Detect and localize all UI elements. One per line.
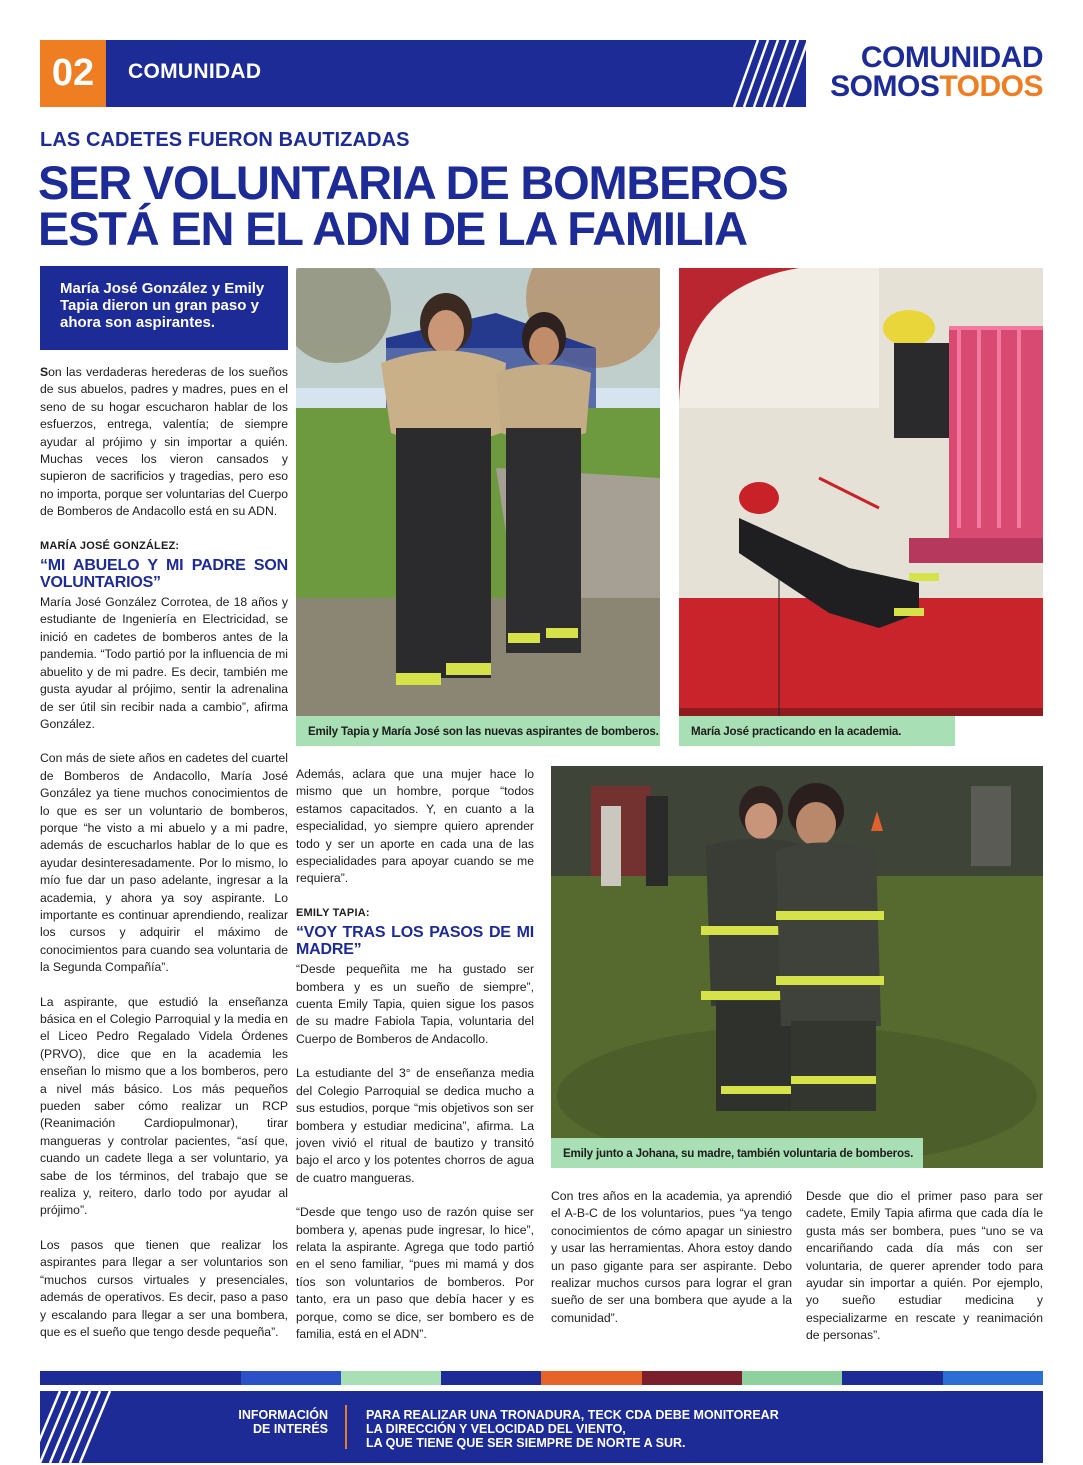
headline-line-1: SER VOLUNTARIA DE BOMBEROS: [38, 156, 788, 209]
paragraph-4: Los pasos que tienen que realizar los aspirantes para llegar a ser voluntarios son “muchos cursos virtuales y presenciales, además de operativos. Es decir, paso a paso y escalando para llegar a ser una bombera, que es el sueño que tengo desde pequeña”.: [40, 1237, 288, 1339]
brand-line-comunidad: COMUNIDAD: [860, 41, 1043, 74]
footer-label-line-1: INFORMACIÓN: [238, 1408, 328, 1422]
paragraph-7: La estudiante del 3° de enseñanza media del Colegio Parroquial se dedica mucho a sus estudios, porque “mis objetivos son ser bombera y estudiar medicina”, afirma. La joven vivió el ritual de bautizo y transitó bajo el arco y los potentes chorros de agua de cuatro mangueras.: [296, 1066, 534, 1185]
strip-segment: [140, 1371, 240, 1385]
paragraph-8: “Desde que tengo uso de razón quise ser bombera y, apenas pude ingresar, lo hice”, relata la aspirante. Agrega que todo partió en el seno familiar, “pues mi mamá y dos tíos son voluntarios de bomberos. Por tanto, era un paso que debía hacer y es porque, como se dice, ser bombero es de familia, está en el ADN”.: [296, 1205, 534, 1341]
footer-text-line-1: PARA REALIZAR UNA TRONADURA, TECK CDA DEBE MONITOREAR: [366, 1408, 779, 1422]
page-number: 02: [40, 40, 106, 107]
column-1: [40, 364, 288, 1358]
brand-todos: TODOS: [939, 69, 1043, 103]
photo-caption-1: Emily Tapia y María José son las nuevas aspirantes de bomberos.: [296, 716, 660, 746]
section1-label: MARÍA JOSÉ GONZÁLEZ:: [40, 539, 180, 552]
brand-line-somos-todos: [830, 69, 1043, 103]
paragraph-6: “Desde pequeñita me ha gustado ser bombera y es un sueño de siempre”, cuenta Emily Tapia, quien sigue los pasos de su madre Fabiola Tapia, voluntaria del Cuerpo de Bomberos de Andacollo.: [296, 962, 534, 1046]
paragraph-2: Con más de siete años en cadetes del cuartel de Bomberos de Andacollo, María José González ya tiene muchos conocimientos de lo que es ser un voluntario de bomberos, porque “he visto a mi abuelo y a mi padre, además de escucharlos hablar de lo que es ayudar desinteresadamente. Por lo mismo, lo mío fue dar un paso adelante, ingresar a la academia, y ahora ya soy aspirante. Lo importante es continuar aprendiendo, realizar los cursos y adquirir el máximo de conocimientos para cuando sea voluntaria de la Segunda Compañía”.: [40, 751, 288, 975]
photo-cadets-outdoors: [296, 268, 660, 716]
section-label: COMUNIDAD: [128, 60, 262, 83]
strip-segment: [943, 1371, 1043, 1385]
article-kicker: LAS CADETES FUERON BAUTIZADAS: [40, 129, 410, 151]
photo-caption-2: María José practicando en la academia.: [679, 716, 955, 746]
brand-logo: [830, 41, 1043, 103]
section1-title: “MI ABUELO Y MI PADRE SON VOLUNTARIOS”: [40, 557, 288, 592]
section2-label: EMILY TAPIA:: [296, 906, 370, 919]
footer-label: [220, 1408, 328, 1436]
intro-text: on las verdaderas herederas de los sueños de sus abuelos, padres y madres, pues en el seno de su hogar escucharon hablar de los esfuerzos, entrega, valentía; de siempre ayudar al prójimo y sin importar a quién. Muchas veces los vieron cansados y supieron de sacrificios y tragedias, pero eso no importa, porque ser voluntarias del Cuerpo de Bomberos de Andacollo está en su ADN.: [40, 365, 288, 519]
headline-line-2: ESTÁ EN EL ADN DE LA FAMILIA: [38, 202, 747, 255]
strip-segment: [241, 1371, 341, 1385]
strip-segment: [341, 1371, 441, 1385]
dropcap: S: [40, 365, 49, 379]
paragraph-10: Desde que dio el primer paso para ser cadete, Emily Tapia afirma que cada día le gusta más ser bombera, pues “uno se va encariñando cada día más con ser voluntaria, de querer aprender todo para ayudar sin importar a quién. Por ejemplo, yo sueño estudiar medicina y especializarme en rescate y reanimación de personas”.: [806, 1189, 1043, 1343]
footer-color-strip: [40, 1371, 1043, 1385]
article-headline: [38, 156, 788, 255]
paragraph-5: Además, aclara que una mujer hace lo mismo que un hombre, porque “todos estamos capacitados. Y, en cuanto a la especialidad, yo siempre quiero aprender todo y ser un aporte en cada una de las especialidades para apoyar cuando se me requiera”.: [296, 767, 534, 886]
strip-segment: [541, 1371, 641, 1385]
strip-segment: [742, 1371, 842, 1385]
info-footer: [40, 1391, 1043, 1463]
section-header-bar: [106, 40, 806, 107]
intro-paragraph: [40, 364, 288, 521]
column-2: [296, 766, 534, 1360]
paragraph-1: María José González Corrotea, de 18 años y estudiante de Ingeniería en Electricidad, se inició en cadetes de bomberos antes de la pandemia. “Todo partió por la influencia de mi abuelito y de mi padre. Es decir, también me gusta ayudar al prójimo, sentir la adrenalina de ser útil sin recibir nada a cambio”, afirma González.: [40, 595, 288, 731]
footer-text-line-2: LA DIRECCIÓN Y VELOCIDAD DEL VIENTO,: [366, 1422, 626, 1436]
strip-segment: [842, 1371, 942, 1385]
header-stripes-decoration: [716, 40, 806, 107]
footer-text-line-3: LA QUE TIENE QUE SER SIEMPRE DE NORTE A SUR.: [366, 1436, 686, 1450]
photo-mother-daughter: [551, 766, 1043, 1168]
strip-segment: [441, 1371, 541, 1385]
paragraph-3: La aspirante, que estudió la enseñanza básica en el Colegio Parroquial y la media en el Liceo Pedro Regalado Videla Órdenes (PRVO), dice que en la academia les enseñan lo mismo que a los bomberos, pero a nivel más básico. Los más pequeños pueden saber cómo realizar un RCP (Reanimación Cardiopulmonar), tirar mangueras y controlar pacientes, “así que, cuando un cadete llega a ser voluntario, ya sabe de los términos, del trabajo que se realiza y, reitero, darlo todo por ayudar al prójimo”.: [40, 994, 288, 1218]
photo-academy-practice: [679, 268, 1043, 716]
footer-text: [366, 1408, 866, 1450]
footer-label-line-2: DE INTERÉS: [252, 1422, 328, 1436]
footer-divider: [345, 1405, 347, 1449]
paragraph-9: Con tres años en la academia, ya aprendió el A-B-C de los voluntarios, pues “ya tengo conocimientos de cómo apagar un siniestro y usar las herramientas. Ahora estoy dando un paso gigante para ser aspirante. Debo realizar muchos cursos para lograr el gran sueño de ser una bombera que ayude a la comunidad”.: [551, 1189, 792, 1325]
footer-stripes-decoration: [40, 1391, 130, 1463]
column-4: [806, 1188, 1043, 1362]
brand-somos: SOMOS: [830, 69, 940, 103]
strip-segment: [642, 1371, 742, 1385]
section2-title: “VOY TRAS LOS PASOS DE MI MADRE”: [296, 924, 534, 959]
photo-caption-3: Emily junto a Johana, su madre, también voluntaria de bomberos.: [551, 1138, 923, 1168]
strip-segment: [40, 1371, 140, 1385]
lead-box: María José González y Emily Tapia dieron un gran paso y ahora son aspirantes.: [40, 266, 288, 350]
column-3: [551, 1188, 792, 1344]
